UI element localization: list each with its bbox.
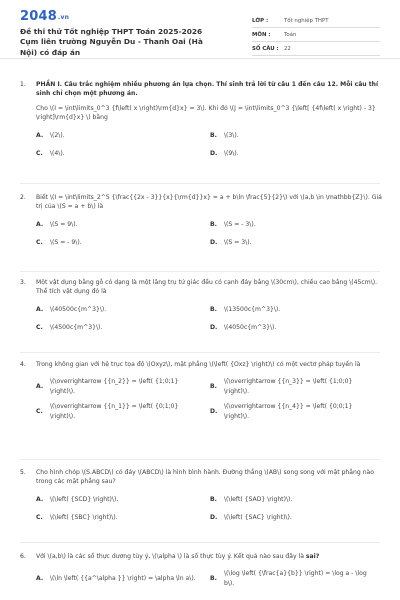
info-value: Toán <box>284 31 297 38</box>
question-head <box>20 552 384 561</box>
question-stem: Cho \(I = \int\limits_0^3 {f\left( x \right)\rm{d}x} = 3\). Khi đó \(J = \int\limits_0^3 {\left[ {4f\left( x \right) - 3} \right]\rm{d}x} \) bằng <box>36 104 376 122</box>
exam-info-table <box>252 14 380 56</box>
option-letter: B. <box>210 305 217 313</box>
option-letter: C. <box>36 324 43 332</box>
answer-options <box>36 220 384 248</box>
question-1 <box>20 80 384 159</box>
question-2 <box>20 193 384 248</box>
option-text: \(\left( {SBC} \right)\). <box>50 514 118 522</box>
question-text: Cho hình chóp \(S.ABCD\) có đáy \(ABCD\) là hình bình hành. Đường thẳng \(AB\) song song với mặt phẳng nào trong các mặt phẳng sau? <box>36 469 375 486</box>
option-a[interactable] <box>36 377 210 396</box>
option-letter: D. <box>210 408 218 416</box>
option-letter: D. <box>210 150 218 158</box>
option-c[interactable] <box>36 149 210 158</box>
question-text: Biết \(I = \int\limits_2^5 {\frac{{2x - 3}}{x}{\rm{d}}x} = a + b\ln \frac{5}{2}\) với \(a,b \in \mathbb{Z}\). Giá trị của \(S = a + b\) là <box>36 194 382 211</box>
option-text: \(\left( {SAC} \right)\). <box>224 514 292 522</box>
answer-options <box>36 377 384 421</box>
option-c[interactable] <box>36 323 210 332</box>
option-d[interactable] <box>210 149 384 158</box>
info-row-count <box>252 42 380 56</box>
option-b[interactable] <box>210 131 384 140</box>
option-text: \(\overrightarrow {{n_1}} = \left( {0;1;0} \right)\). <box>50 403 179 420</box>
option-text: \(\log \left( {\frac{a}{b}} \right) = \log a - \log b\). <box>224 570 367 587</box>
option-text: \(4050c{m^3}\). <box>224 324 277 332</box>
section-instructions: PHẦN I. Câu trắc nghiệm nhiều phương án lựa chọn. Thí sinh trả lời từ câu 1 đến câu 12. Mỗi câu thí sinh chỉ chọn một phương án. <box>36 81 379 98</box>
info-key: SỐ CÂU : <box>252 45 279 52</box>
question-head <box>20 193 384 212</box>
option-text: \(4\). <box>50 150 65 158</box>
option-letter: A. <box>36 495 44 503</box>
question-number: 3. <box>20 279 26 286</box>
question-text <box>36 80 384 123</box>
info-key: LỚP : <box>252 17 269 24</box>
option-text: \(S = 9\). <box>50 220 78 228</box>
question-number: 5. <box>20 469 26 476</box>
option-letter: A. <box>36 383 44 391</box>
option-d[interactable] <box>210 323 384 332</box>
logo-suffix: .vn <box>57 14 70 21</box>
question-text <box>36 552 384 561</box>
question-stem: Với \(a,b\) là các số thực dương tùy ý, \(\alpha \) là số thực tùy ý. Kết quả nào sau đây là <box>36 553 304 560</box>
option-letter: A. <box>36 305 44 313</box>
option-c[interactable] <box>36 402 210 421</box>
option-b[interactable] <box>210 569 384 588</box>
info-row-subject <box>252 28 380 42</box>
option-text: \(13500c{m^3}\). <box>224 305 281 313</box>
option-letter: C. <box>36 514 43 522</box>
question-divider <box>20 183 380 184</box>
option-letter: B. <box>210 131 217 139</box>
option-text: \(\left( {SCD} \right)\). <box>50 495 119 503</box>
option-text: \(\left( {SAD} \right)\). <box>224 495 293 503</box>
question-5 <box>20 468 384 523</box>
question-head <box>20 278 384 297</box>
question-number: 6. <box>20 553 26 560</box>
info-value: Tốt nghiệp THPT <box>284 17 329 24</box>
option-text: \(\ln \left( {{a^\alpha }} \right) = \alpha \ln a\). <box>50 575 196 583</box>
option-text: \(S = 3\). <box>224 239 252 247</box>
question-mark: ? <box>315 553 320 560</box>
option-text: \(\overrightarrow {{n_4}} = \left( {0;0;1} \right)\). <box>224 403 353 420</box>
option-a[interactable] <box>36 495 210 504</box>
option-b[interactable] <box>210 377 384 396</box>
site-logo[interactable] <box>20 9 69 24</box>
option-text: \(4500c{m^3}\). <box>50 324 103 332</box>
option-letter: B. <box>210 495 217 503</box>
option-letter: D. <box>210 324 218 332</box>
option-text: \(40500c{m^3}\). <box>50 305 107 313</box>
option-text: \(S = - 3\). <box>224 220 256 228</box>
option-letter: A. <box>36 131 44 139</box>
option-b[interactable] <box>210 495 384 504</box>
info-value: 22 <box>284 45 291 52</box>
option-text: \(\overrightarrow {{n_3}} = \left( {1;0;0} \right)\). <box>224 378 353 395</box>
question-head <box>20 80 384 123</box>
answer-options <box>36 495 384 523</box>
answer-options <box>36 305 384 333</box>
option-letter: B. <box>210 383 217 391</box>
option-d[interactable] <box>210 402 384 421</box>
answer-options <box>36 569 384 588</box>
option-letter: C. <box>36 239 43 247</box>
option-letter: A. <box>36 220 44 228</box>
question-divider <box>20 542 380 543</box>
option-a[interactable] <box>36 220 210 229</box>
option-a[interactable] <box>36 131 210 140</box>
question-text: Một vật dụng bằng gỗ có dạng là một lăng trụ tứ giác đều có cạnh đáy bằng \(30cm\), chiều cao bằng \(45cm\). Thể tích vật dụng đó là <box>36 279 378 296</box>
info-key: MÔN : <box>252 31 271 38</box>
logo-text: 2048 <box>20 9 57 24</box>
emphasis-text: sai <box>305 553 316 560</box>
option-text: \(3\). <box>224 131 239 139</box>
option-d[interactable] <box>210 513 384 522</box>
option-c[interactable] <box>36 238 210 247</box>
question-divider <box>20 352 380 353</box>
question-4 <box>20 360 384 421</box>
option-letter: D. <box>210 239 218 247</box>
option-letter: B. <box>210 220 217 228</box>
question-head <box>20 468 384 487</box>
question-head <box>20 360 384 369</box>
option-letter: B. <box>210 575 217 583</box>
option-letter: C. <box>36 408 43 416</box>
info-row-class <box>252 14 380 28</box>
option-text: \(2\). <box>50 131 65 139</box>
option-letter: C. <box>36 150 43 158</box>
question-number: 2. <box>20 194 26 201</box>
question-text: Trong không gian với hệ trục tọa độ \(Oxyz\), mặt phẳng \(\left( {Oxz} \right)\) có một vectơ pháp tuyến là <box>36 361 361 368</box>
page-header <box>0 0 400 59</box>
question-number: 1. <box>20 81 26 88</box>
option-a[interactable] <box>36 305 210 314</box>
answer-options <box>36 131 384 159</box>
option-b[interactable] <box>210 220 384 229</box>
option-letter: A. <box>36 575 44 583</box>
question-3 <box>20 278 384 333</box>
option-c[interactable] <box>36 513 210 522</box>
exam-title: Đề thi thử Tốt nghiệp THPT Toán 2025-2026 Cụm liên trường Nguyễn Du - Thanh Oai (Hà Nội) có đáp án <box>20 27 203 57</box>
option-text: \(\overrightarrow {{n_2}} = \left( {1;0;1} \right)\). <box>50 378 179 395</box>
question-divider <box>20 459 380 460</box>
option-d[interactable] <box>210 238 384 247</box>
option-letter: D. <box>210 514 218 522</box>
option-text: \(S = - 9\). <box>50 239 82 247</box>
question-number: 4. <box>20 361 26 368</box>
question-6 <box>20 552 384 588</box>
question-divider <box>20 271 380 272</box>
option-b[interactable] <box>210 305 384 314</box>
option-a[interactable] <box>36 569 210 588</box>
option-text: \(9\). <box>224 150 239 158</box>
